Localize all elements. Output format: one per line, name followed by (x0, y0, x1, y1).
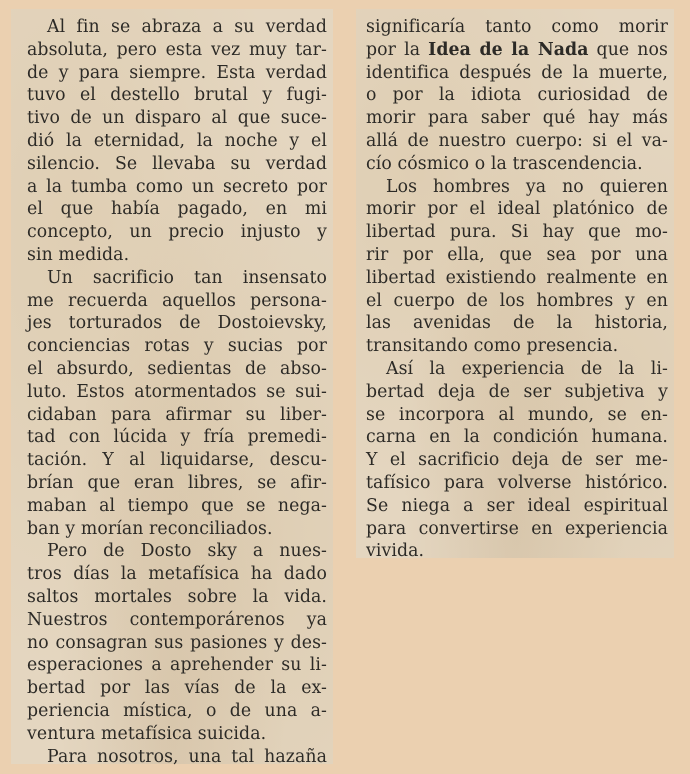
text-line: carna en la condición humana. (366, 427, 668, 448)
text-line: identifica después de la muerte, (366, 62, 668, 83)
text-line: tivo de un disparo al que suce- (27, 108, 327, 129)
text-line: esperaciones a aprehender su li- (27, 655, 327, 676)
text-line: de y para siempre. Esta verdad (27, 62, 327, 83)
text-line: saltos mortales sobre la vida. (27, 586, 327, 607)
text-line: para convertirse en experiencia (366, 518, 668, 539)
text-line: cidaban para afirmar su liber- (27, 404, 327, 425)
text-line: tuvo el destello brutal y fugi- (27, 85, 327, 106)
text-line: libertad existiendo realmente en (366, 267, 668, 288)
text-line: Pero de Dosto sky a nues- (47, 541, 327, 562)
text-line: ventura metafísica suicida. (27, 723, 267, 744)
text-line: ban y morían reconciliados. (27, 518, 273, 539)
text-line: Nuestros contemporárenos ya (27, 609, 327, 630)
text-line: morir por el ideal platónico de (366, 199, 668, 220)
text-line: a la tumba como un secreto por (27, 176, 327, 197)
newspaper-clipping-left-column (11, 9, 333, 767)
text-line: se incorpora al mundo, se en- (366, 404, 668, 425)
emphasis-phrase: Idea de la Nada (428, 39, 589, 60)
text-line: no consagran sus pasiones y des- (27, 632, 327, 653)
text-line: periencia mística, o de una a- (27, 700, 327, 721)
text-line: significaría tanto como morir (366, 17, 668, 37)
text-line: Al fin se abraza a su verdad (47, 17, 327, 37)
text-line: Un sacrificio tan insensato (47, 267, 327, 288)
text-line: libertad pura. Si hay que mo- (366, 222, 668, 243)
text-line: luto. Estos atormentados se sui- (27, 381, 327, 402)
text-line: vivida. (366, 541, 425, 562)
text-line: tación. Y al liquidarse, descu- (27, 450, 327, 471)
text-line-with-emphasis: por la Idea de la Nada que nos (366, 39, 668, 60)
text-line: conciencias rotas y sucias por (27, 336, 327, 357)
text-line: me recuerda aquellos persona- (27, 290, 327, 311)
text-line: el que había pagado, en mi (27, 199, 327, 220)
text-line: bertad por las vías de la ex- (27, 678, 327, 699)
text-line: tad con lúcida y fría premedi- (27, 427, 327, 448)
text-line: morir para saber qué hay más (366, 108, 668, 129)
text-line: el cuerpo de los hombres y en (366, 290, 668, 311)
text-line: allá de nuestro cuerpo: si el va- (366, 130, 668, 151)
text-line: silencio. Se llevaba su verdad (27, 153, 327, 174)
text-line: Para nosotros, una tal hazaña (47, 746, 327, 767)
text-line: jes torturados de Dostoievsky, (27, 313, 327, 334)
text-line: o por la idiota curiosidad de (366, 85, 668, 106)
text-line: Así la experiencia de la li- (386, 358, 668, 379)
text-line: las avenidas de la historia, (366, 313, 668, 334)
text-line: cío cósmico o la trascendencia. (366, 153, 643, 174)
newspaper-clipping-right-column (356, 9, 674, 562)
text-line: dió la eternidad, la noche y el (27, 130, 327, 151)
text-line: el absurdo, sedientas de abso- (27, 358, 327, 379)
text-line: absoluta, pero esta vez muy tar- (27, 39, 327, 60)
text-line: Y el sacrificio deja de ser me- (366, 450, 668, 471)
text-line: Los hombres ya no quieren (386, 176, 668, 197)
text-line: tros días la metafísica ha dado (27, 564, 327, 585)
text-line: Se niega a ser ideal espiritual (366, 495, 668, 516)
text-line: rir por ella, que sea por una (366, 244, 668, 265)
text-line: concepto, un precio injusto y (27, 222, 327, 243)
text-line: brían que eran libres, se afir- (27, 472, 327, 493)
text-line: transitando como presencia. (366, 336, 619, 357)
text-line: tafísico para volverse histórico. (366, 472, 668, 493)
text-line: bertad deja de ser subjetiva y (366, 381, 668, 402)
text-line: maban al tiempo que se nega- (27, 495, 327, 516)
text-line: sin medida. (27, 244, 130, 265)
